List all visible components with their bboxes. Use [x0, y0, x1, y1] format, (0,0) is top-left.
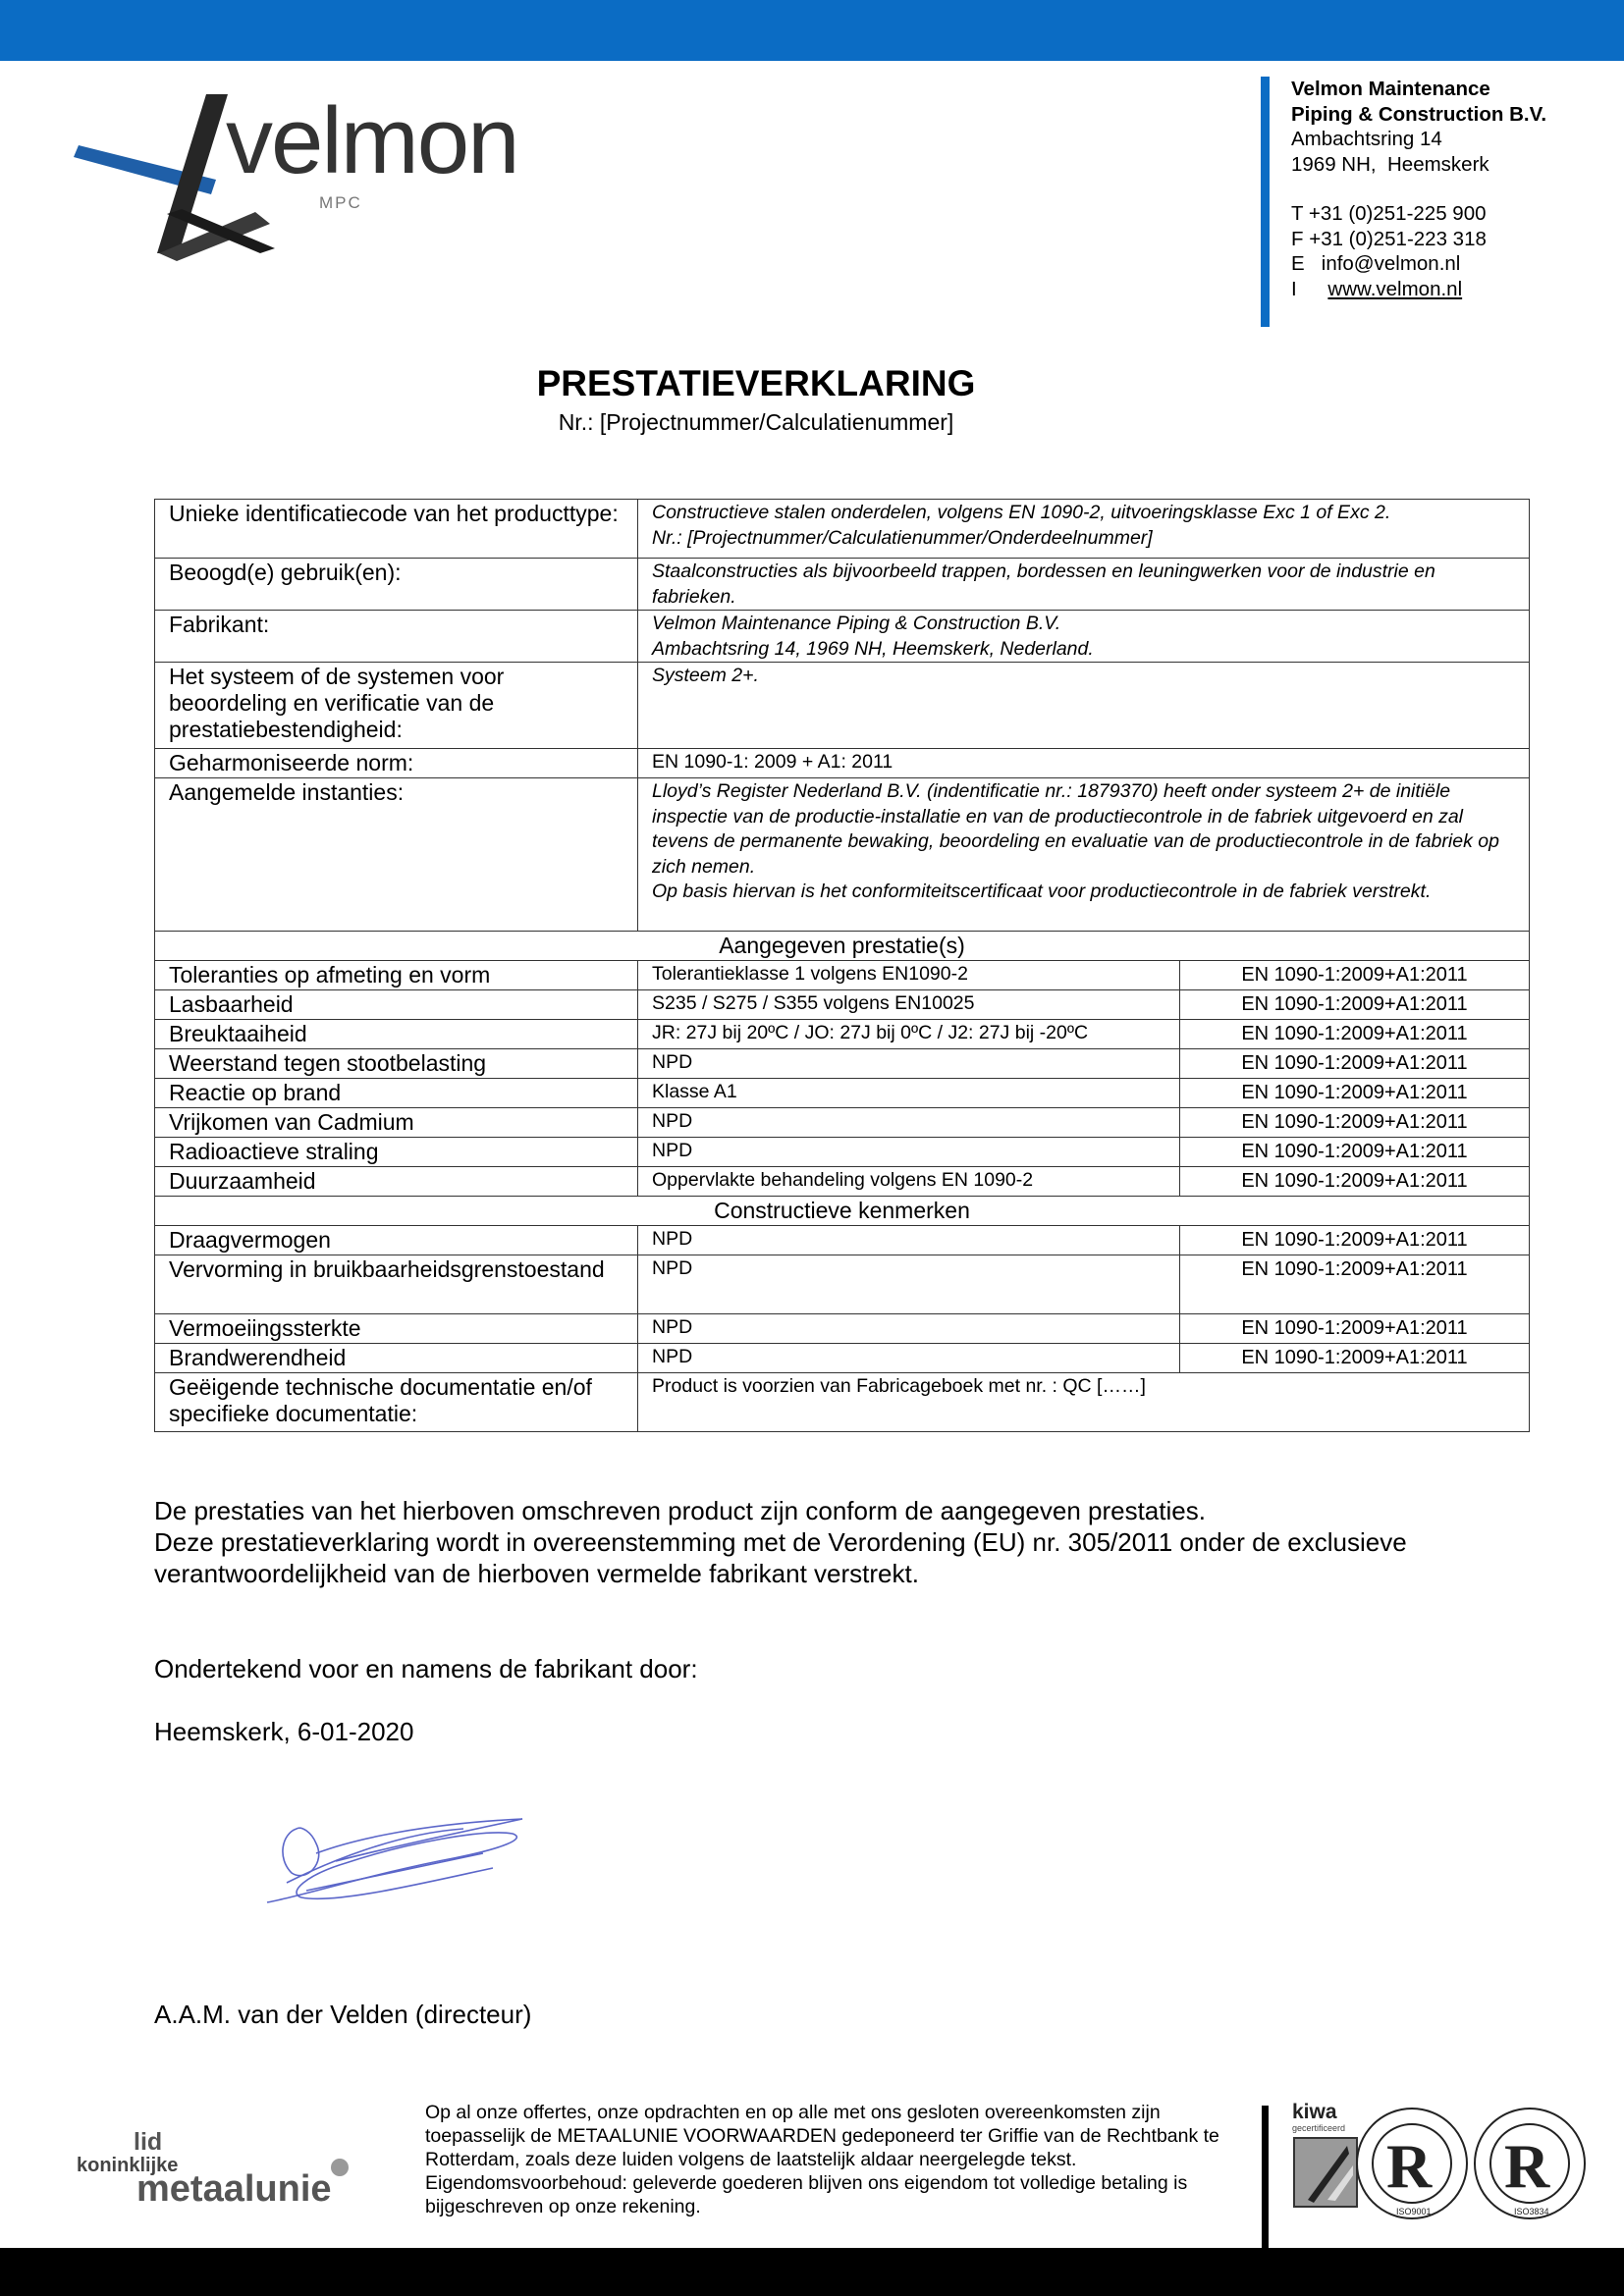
row-value: Klasse A1 [638, 1079, 1180, 1108]
metaalunie-logo-wordmark: metaalunie [136, 2168, 332, 2205]
row-value: Systeem 2+. [638, 663, 1530, 749]
row-label: Vervorming in bruikbaarheidsgrenstoestand [155, 1255, 638, 1314]
table-row [155, 1344, 1530, 1373]
company-website-link[interactable]: www.velmon.nl [1327, 277, 1463, 300]
row-value: NPD [638, 1344, 1180, 1373]
metaalunie-logo [75, 2126, 369, 2205]
section-title-construction: Constructieve kenmerken [155, 1197, 1530, 1226]
table-row [155, 749, 1530, 778]
metaalunie-logo-lid: lid [134, 2128, 163, 2156]
certification-logos [1288, 2097, 1593, 2224]
table-row [155, 1167, 1530, 1197]
row-label: Brandwerendheid [155, 1344, 638, 1373]
company-email: E info@velmon.nl [1291, 252, 1461, 275]
place-date: Heemskerk, 6-01-2020 [154, 1717, 414, 1746]
section-title-performance: Aangegeven prestatie(s) [155, 932, 1530, 961]
velmon-logo [69, 86, 579, 263]
statement-line-2: Deze prestatieverklaring wordt in overeenstemming met de Verordening (EU) nr. 305/2011 onder de exclusieve verantwoordelijkheid van de hierboven vermelde fabrikant verstrekt. [154, 1527, 1407, 1588]
row-label: Breuktaaiheid [155, 1020, 638, 1049]
section-header [155, 1197, 1530, 1226]
table-row [155, 663, 1530, 749]
row-norm: EN 1090-1:2009+A1:2011 [1180, 1226, 1530, 1255]
row-value: NPD [638, 1226, 1180, 1255]
table-row [155, 1314, 1530, 1344]
kiwa-logo-subtitle: gecertificeerd [1292, 2123, 1346, 2133]
metaalunie-logo-koninklijke: koninklijke [77, 2155, 179, 2176]
footer-divider [1262, 2106, 1269, 2251]
row-value: NPD [638, 1108, 1180, 1138]
row-label: Beoogd(e) gebruik(en): [155, 559, 638, 611]
table-row [155, 961, 1530, 990]
seal1-standard: ISO9001 [1396, 2207, 1432, 2216]
bottom-bar [0, 2248, 1624, 2296]
table-row [155, 1138, 1530, 1167]
row-value: NPD [638, 1049, 1180, 1079]
svg-text:R: R [1386, 2131, 1433, 2201]
row-norm: EN 1090-1:2009+A1:2011 [1180, 1020, 1530, 1049]
page-title: PRESTATIEVERKLARING [536, 363, 976, 403]
row-norm: EN 1090-1:2009+A1:2011 [1180, 1079, 1530, 1108]
row-label: Vermoeiingssterkte [155, 1314, 638, 1344]
table-row [155, 1373, 1530, 1432]
row-label: Vrijkomen van Cadmium [155, 1108, 638, 1138]
row-value: Staalconstructies als bijvoorbeeld trappen, bordessen en leuningwerken voor de industrie en fabrieken. [638, 559, 1530, 611]
row-label: Unieke identificatiecode van het producttype: [155, 500, 638, 559]
company-address-line2: 1969 NH, Heemskerk [1291, 152, 1489, 176]
row-value: Velmon Maintenance Piping & Construction B.V. Ambachtsring 14, 1969 NH, Heemskerk, Nederland. [638, 611, 1530, 663]
top-accent-bar [0, 0, 1624, 61]
row-label: Weerstand tegen stootbelasting [155, 1049, 638, 1079]
handwritten-signature [257, 1804, 532, 1922]
row-value: Constructieve stalen onderdelen, volgens EN 1090-2, uitvoeringsklasse Exc 1 of Exc 2. Nr.: [Projectnummer/Calculatienummer/Onderdeelnummer] [638, 500, 1530, 559]
row-value: Oppervlakte behandeling volgens EN 1090-2 [638, 1167, 1180, 1197]
row-norm: EN 1090-1:2009+A1:2011 [1180, 990, 1530, 1020]
row-value: NPD [638, 1255, 1180, 1314]
row-label: Lasbaarheid [155, 990, 638, 1020]
company-phone: T +31 (0)251-225 900 [1291, 202, 1487, 225]
signed-by-text: Ondertekend voor en namens de fabrikant door: [154, 1654, 698, 1683]
statement-line-1: De prestaties van het hierboven omschreven product zijn conform de aangegeven prestaties. [154, 1496, 1206, 1525]
row-norm: EN 1090-1:2009+A1:2011 [1180, 1049, 1530, 1079]
document-number: Nr.: [Projectnummer/Calculatienummer] [558, 409, 954, 435]
table-row [155, 559, 1530, 611]
svg-text:R: R [1504, 2131, 1550, 2201]
row-value: Tolerantieklasse 1 volgens EN1090-2 [638, 961, 1180, 990]
row-norm: EN 1090-1:2009+A1:2011 [1180, 1255, 1530, 1314]
table-row [155, 1049, 1530, 1079]
company-web-prefix: I [1291, 277, 1297, 300]
row-label: Radioactieve straling [155, 1138, 638, 1167]
table-row [155, 1079, 1530, 1108]
row-norm: EN 1090-1:2009+A1:2011 [1180, 1138, 1530, 1167]
logo-wordmark: velmon [226, 88, 518, 193]
company-name-line2: Piping & Construction B.V. [1291, 102, 1547, 126]
table-row [155, 1255, 1530, 1314]
table-row [155, 1108, 1530, 1138]
row-norm: EN 1090-1:2009+A1:2011 [1180, 1344, 1530, 1373]
company-web-row [1291, 277, 1614, 302]
docs-value: Product is voorzien van Fabricageboek met nr. : QC [……] [638, 1373, 1530, 1432]
docs-label: Geëigende technische documentatie en/of specifieke documentatie: [155, 1373, 638, 1432]
kiwa-logo-title: kiwa [1292, 2101, 1337, 2123]
row-norm: EN 1090-1:2009+A1:2011 [1180, 1108, 1530, 1138]
row-value: JR: 27J bij 20ºC / JO: 27J bij 0ºC / J2: 27J bij -20ºC [638, 1020, 1180, 1049]
row-label: Geharmoniseerde norm: [155, 749, 638, 778]
row-norm: EN 1090-1:2009+A1:2011 [1180, 961, 1530, 990]
row-label: Draagvermogen [155, 1226, 638, 1255]
row-value: NPD [638, 1138, 1180, 1167]
table-row [155, 611, 1530, 663]
row-label: Reactie op brand [155, 1079, 638, 1108]
table-row [155, 500, 1530, 559]
company-address-line1: Ambachtsring 14 [1291, 128, 1442, 150]
row-label: Het systeem of de systemen voor beoordeling en verificatie van de prestatiebestendigheid: [155, 663, 638, 749]
row-value: EN 1090-1: 2009 + A1: 2011 [638, 749, 1530, 778]
row-norm: EN 1090-1:2009+A1:2011 [1180, 1314, 1530, 1344]
table-row [155, 1226, 1530, 1255]
company-name-line1: Velmon Maintenance [1291, 78, 1490, 100]
row-norm: EN 1090-1:2009+A1:2011 [1180, 1167, 1530, 1197]
table-row [155, 990, 1530, 1020]
row-label: Toleranties op afmeting en vorm [155, 961, 638, 990]
conformity-statement [154, 1495, 1529, 1589]
table-row [155, 1020, 1530, 1049]
row-label: Aangemelde instanties: [155, 778, 638, 932]
row-label: Duurzaamheid [155, 1167, 638, 1197]
table-row [155, 778, 1530, 932]
company-fax: F +31 (0)251-223 318 [1291, 227, 1487, 250]
row-value: S235 / S275 / S355 volgens EN10025 [638, 990, 1180, 1020]
row-value: Lloyd’s Register Nederland B.V. (indentificatie nr.: 1879370) heeft onder systeem 2+ de initiële inspectie van de productie-installatie en van de productiecontrole in de fabriek uitgevoerd en zal tevens de permanente bewaking, beoordeling en evaluatie van de productiecontrole in de fabriek op zich nemen. Op basis hiervan is het conformiteitscertificaat voor productiecontrole in de fabriek verstrekt. [638, 778, 1530, 932]
logo-subtext: MPC [319, 193, 362, 212]
section-header [155, 932, 1530, 961]
company-info [1261, 77, 1614, 327]
signatory-name: A.A.M. van der Velden (directeur) [154, 2000, 532, 2029]
terms-text: Op al onze offertes, onze opdrachten en op alle met ons gesloten overeenkomsten zijn toepasselijk de METAALUNIE VOORWAARDEN gedeponeerd ter Griffie van de Rechtbank te Rotterdam, zoals deze luiden volgens de laatstelijk aldaar neergelegde tekst. Eigendomsvoorbehoud: geleverde goederen blijven ons eigendom tot volledige betaling is bijgeschreven op onze rekening. [425, 2102, 1219, 2217]
seal2-standard: ISO3834 [1514, 2207, 1549, 2216]
declaration-table [154, 499, 1530, 1432]
row-label: Fabrikant: [155, 611, 638, 663]
row-value: NPD [638, 1314, 1180, 1344]
